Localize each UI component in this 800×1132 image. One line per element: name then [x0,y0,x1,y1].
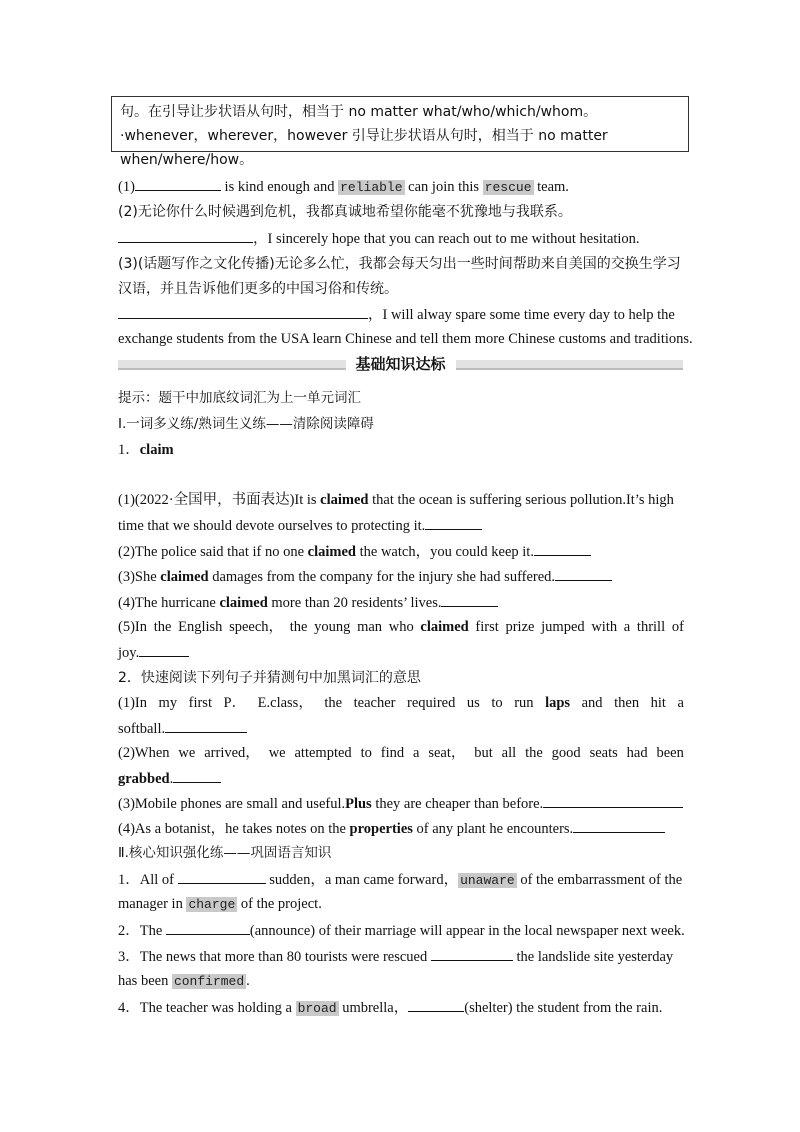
word: been [656,745,684,761]
tip-text: 提示：题干中加底纹词汇为上一单元词汇 [118,390,361,406]
word: young [314,619,351,635]
shaded-word: rescue [484,180,532,195]
word: arrived， [204,745,260,761]
grammar-note-box [111,96,689,168]
answer-blank[interactable] [408,997,464,1012]
word: find [380,745,405,761]
word: attempted [294,745,352,761]
note-line-2: ·whenever，wherever，however 引导让步状语从句时，相当于 no matter when/where/how。 [120,128,608,168]
exercise-line [118,176,569,198]
text: (2)The police said that if no one [118,544,308,560]
text: 3．The news that more than 80 tourists were rescued [118,949,431,965]
answer-blank[interactable] [431,946,513,961]
word: of [671,619,684,635]
answer-blank[interactable] [543,793,683,808]
text: of the project. [237,896,322,912]
text: of any plant he encounters. [412,821,574,837]
sentence-line [118,566,612,587]
word: the [289,619,308,635]
word: good [551,745,581,761]
text: (4)As a botanist，he takes notes on the [118,821,350,837]
text: ，I sincerely hope that you can reach out to me without hesitation. [253,231,640,247]
word: the [525,745,543,761]
text: (shelter) the student from the rain. [464,1000,663,1016]
word: seat， [428,745,466,761]
text: . [246,973,250,989]
word: teacher [353,695,396,711]
shaded-word: broad [297,1001,337,1016]
key-word: Plus [345,796,372,812]
text: damages from the company for the injury she had suffered. [208,569,556,585]
word: P． [223,695,247,711]
answer-blank[interactable] [118,304,368,319]
exercise-cn: (2)无论你什么时候遇到危机，我都真诚地希望你能毫不犹豫地与我联系。 [118,204,572,220]
text: they are cheaper than before. [371,796,544,812]
text: more than 20 residents’ lives. [267,595,442,611]
key-word: claimed [219,595,268,611]
answer-blank[interactable] [118,228,253,243]
key-word: claimed [420,619,469,635]
text: (3)Mobile phones are small and useful. [118,796,346,812]
sentence-line-justified [118,617,684,637]
text: has been [118,973,172,989]
word: (2)When [118,745,170,761]
word: and [581,695,603,711]
exercise-cn: 汉语，并且告诉他们更多的中国习俗和传统。 [118,281,398,297]
word: but [474,745,493,761]
sentence-line [118,818,665,839]
sentence-line [118,718,247,739]
exercise-line [118,304,675,325]
sentence-line [118,592,498,613]
sentence-line [118,946,673,967]
note-line-1: 句。在引导让步状语从句时，相当于 no matter what/who/which/whom。 [120,104,598,120]
text: (4)The hurricane [118,595,220,611]
shaded-word: confirmed [173,974,245,989]
text: (1)(2022·全国甲，书面表达)It is [118,492,321,508]
sentence-line [118,768,221,789]
section-heading [118,352,683,378]
item-heading: 2．快速阅读下列句子并猜测句中加黑词汇的意思 [118,670,421,686]
key-word: grabbed [118,771,170,787]
text: . [169,771,174,787]
shaded-word: reliable [340,180,403,195]
word: a [412,745,420,761]
key-word: laps [545,695,571,711]
word: hit [650,695,666,711]
word: seats [589,745,618,761]
word: run [514,695,534,711]
sentence-line [118,541,591,562]
word: with [591,619,618,635]
key-word: properties [349,821,413,837]
answer-blank[interactable] [173,768,221,783]
answer-blank[interactable] [165,718,247,733]
word: the [324,695,343,711]
word: had [626,745,648,761]
text: 4．The teacher was holding a [118,1000,296,1016]
text: softball. [118,721,166,737]
part-heading: Ⅱ.核心知识强化练——巩固语言知识 [118,845,332,861]
answer-blank[interactable] [135,176,221,191]
word: (5)In [118,619,147,635]
word: E.class， [257,695,313,711]
shaded-word: charge [188,897,236,912]
key-word: claimed [160,569,209,585]
key-word: claimed [307,544,356,560]
text: sudden，a man came forward， [265,872,459,888]
text: manager in [118,896,187,912]
sentence-line [118,793,683,814]
answer-blank[interactable] [166,920,250,935]
answer-blank[interactable] [555,566,612,581]
answer-blank[interactable] [534,541,591,556]
word: speech， [229,619,284,635]
text: team. [533,179,569,195]
word: we [268,745,286,761]
text: time that we should devote ourselves to protecting it. [118,518,426,534]
text: 2．The [118,923,166,939]
shaded-word: unaware [460,873,515,888]
exercise-line: exchange students from the USA learn Chinese and tell them more Chinese customs and traditions. [118,331,693,347]
word: thrill [636,619,666,635]
word: prize [505,619,535,635]
sentence-line [118,997,662,1019]
sentence-line [118,920,685,941]
word: (1)In [118,695,147,711]
word: English [178,619,223,635]
key-word: claim [139,442,174,458]
answer-blank[interactable] [139,642,189,657]
text: of the embarrassment of the [516,872,683,888]
exercise-line [118,228,640,249]
text: (announce) of their marriage will appear in the local newspaper next week. [249,923,685,939]
word: first [188,695,212,711]
key-word: claimed [320,492,369,508]
text: is kind enough and [220,179,339,195]
part-heading: Ⅰ.一词多义练/熟词生义练——清除阅读障碍 [118,416,374,432]
sentence-line [118,642,189,663]
text: can join this [404,179,483,195]
sentence-line-justified [118,743,684,763]
sentence-line-justified [118,693,684,713]
q-number: (1) [118,179,135,195]
text: 1．All of [118,872,178,888]
text: the landslide site yesterday [512,949,674,965]
text: (3)She [118,569,161,585]
item-heading [118,440,174,460]
word: jumped [541,619,585,635]
word: who [388,619,414,635]
sentence-line [118,894,322,915]
exercise-cn: (3)(话题写作之文化传播)无论多么忙，我都会每天匀出一些时间帮助来自美国的交换生学习 [118,256,681,272]
text: that the ocean is suffering serious pollution.It’s high [368,492,674,508]
section-title: 基础知识达标 [345,352,455,376]
word: we [178,745,196,761]
answer-blank[interactable] [178,869,266,884]
word: all [501,745,517,761]
text: umbrella， [338,1000,409,1016]
word: first [475,619,499,635]
sentence-line [118,971,250,992]
sentence-line [118,515,482,536]
sentence-line [118,490,674,510]
item-number: 1． [118,442,140,458]
word: then [614,695,640,711]
word: my [158,695,178,711]
word: man [357,619,383,635]
word: required [407,695,456,711]
word: a [677,695,684,711]
text: joy. [118,645,140,661]
text: the watch，you could keep it. [355,544,534,560]
answer-blank[interactable] [425,515,482,530]
word: the [153,619,172,635]
word: us [466,695,480,711]
answer-blank[interactable] [441,592,498,607]
word: a [623,619,631,635]
sentence-line [118,869,682,891]
text: ，I will alway spare some time every day to help the [368,307,675,323]
answer-blank[interactable] [573,818,665,833]
word: to [491,695,503,711]
word: to [360,745,372,761]
